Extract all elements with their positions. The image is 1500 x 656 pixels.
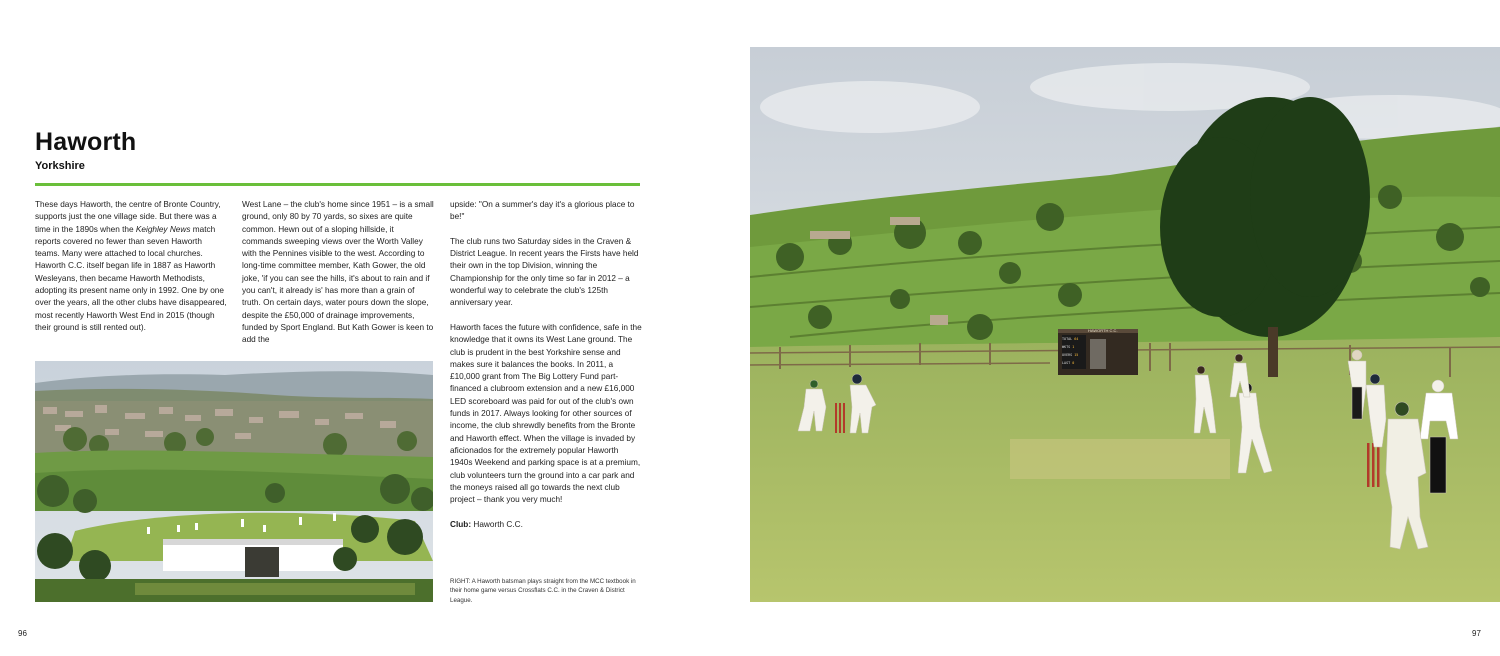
page-number-right: 97 xyxy=(1472,629,1481,638)
village-photo-image xyxy=(35,361,433,602)
score-value: 64 xyxy=(1074,337,1079,341)
paragraph: The club runs two Saturday sides in the Craven & District League. In recent years the Firsts have held their own in the top Division, winning the Championship for the only time so far in 2012 – a wonderful way to celebrate the club's 125th anniversary year. xyxy=(450,236,639,308)
stumps-far xyxy=(1367,443,1380,487)
text-run: These days Haworth, the centre of Bronte Country, supports just the one village side. But there was a time in the 1890s when the xyxy=(35,200,221,234)
score-label: LAST xyxy=(1062,361,1071,365)
scoreboard-sign: HAWORTH C.C. xyxy=(1088,328,1118,333)
page-title: Haworth xyxy=(35,128,137,156)
paragraph: Haworth faces the future with confidence, safe in the knowledge that it owns its West Lane ground. The club is prudent in the best Yorkshire sense and makes sure it balances the books. In 2011, a £10,000 grant from The Big Lottery Fund part-financed a clubroom extension and a new £16,000 LED scoreboard was paid for out of the club's own funds in 2017. Always looking for other sources of income, the club shrewdly benefits from the Bronte and Haworth effect. When the village is invaded by aficionados for the extremely popular Haworth 1940s Weekend and parking space is at a premium, club volunteers turn the ground into a car park and the moneys raised all go towards the next club project – thank you very much! xyxy=(450,322,642,505)
paragraph: upside: "On a summer's day it's a glorious place to be!" xyxy=(450,200,635,222)
photo-caption: RIGHT: A Haworth batsman plays straight from the MCC textbook in their home game versus Crossflats C.C. in the Craven & District League. xyxy=(450,578,636,604)
club-name: Haworth C.C. xyxy=(471,519,523,529)
club-line xyxy=(450,519,642,531)
score-value: 1 xyxy=(1072,345,1075,349)
batsman xyxy=(850,374,876,433)
page-number-left: 96 xyxy=(18,629,27,638)
score-label: OVERS xyxy=(1062,353,1073,357)
score-value: 0 xyxy=(1072,361,1075,365)
paragraph xyxy=(35,199,227,334)
cricket-photo xyxy=(750,47,1500,602)
paragraph: West Lane – the club's home since 1951 – is a small ground, only 80 by 70 yards, so sixes are quite common. Hewn out of a sloping hillside, it commands sweeping views over the Worth Valley with the Pennines visible to the west. According to long-time committee member, Kath Gower, the old joke, 'if you can see the hills, it's about to rain and if you can't, it already is' has more than a grain of truth. On certain days, water pours down the slope, despite the £50,000 of drainage improvements, funded by Sport England. But Kath Gower is keen to add the xyxy=(242,200,434,345)
umpire xyxy=(1420,380,1458,493)
non-striker xyxy=(1366,374,1386,447)
fielder xyxy=(1230,354,1250,397)
players-layer xyxy=(750,47,1500,602)
score-value: 15 xyxy=(1074,353,1079,357)
page-subtitle: Yorkshire xyxy=(35,160,85,172)
umpire xyxy=(1348,350,1366,419)
club-label: Club: xyxy=(450,519,472,529)
text-column-1 xyxy=(35,199,227,347)
text-run: match reports covered no fewer than seven Haworth teams. Many were attached to local churches. Haworth C.C. itself began life in 1887 as Haworth Wesleyans, then became Haworth Methodists, adopting its present name only in 1992. One by one over the years, all the other clubs have disappeared, most recently Haworth West End in 2015 (though their ground is still rented out). xyxy=(35,224,227,332)
score-label: TOTAL xyxy=(1062,337,1073,341)
village-photo xyxy=(35,361,433,602)
text-column-2 xyxy=(242,199,434,359)
text-column-3 xyxy=(450,199,642,543)
fielder xyxy=(1194,366,1216,433)
stumps-near xyxy=(835,403,845,433)
score-label: WKTS xyxy=(1062,345,1071,349)
newspaper-name: Keighley News xyxy=(135,224,191,234)
bowler xyxy=(1238,383,1272,473)
wicket-keeper xyxy=(798,380,826,431)
green-rule xyxy=(35,183,640,186)
